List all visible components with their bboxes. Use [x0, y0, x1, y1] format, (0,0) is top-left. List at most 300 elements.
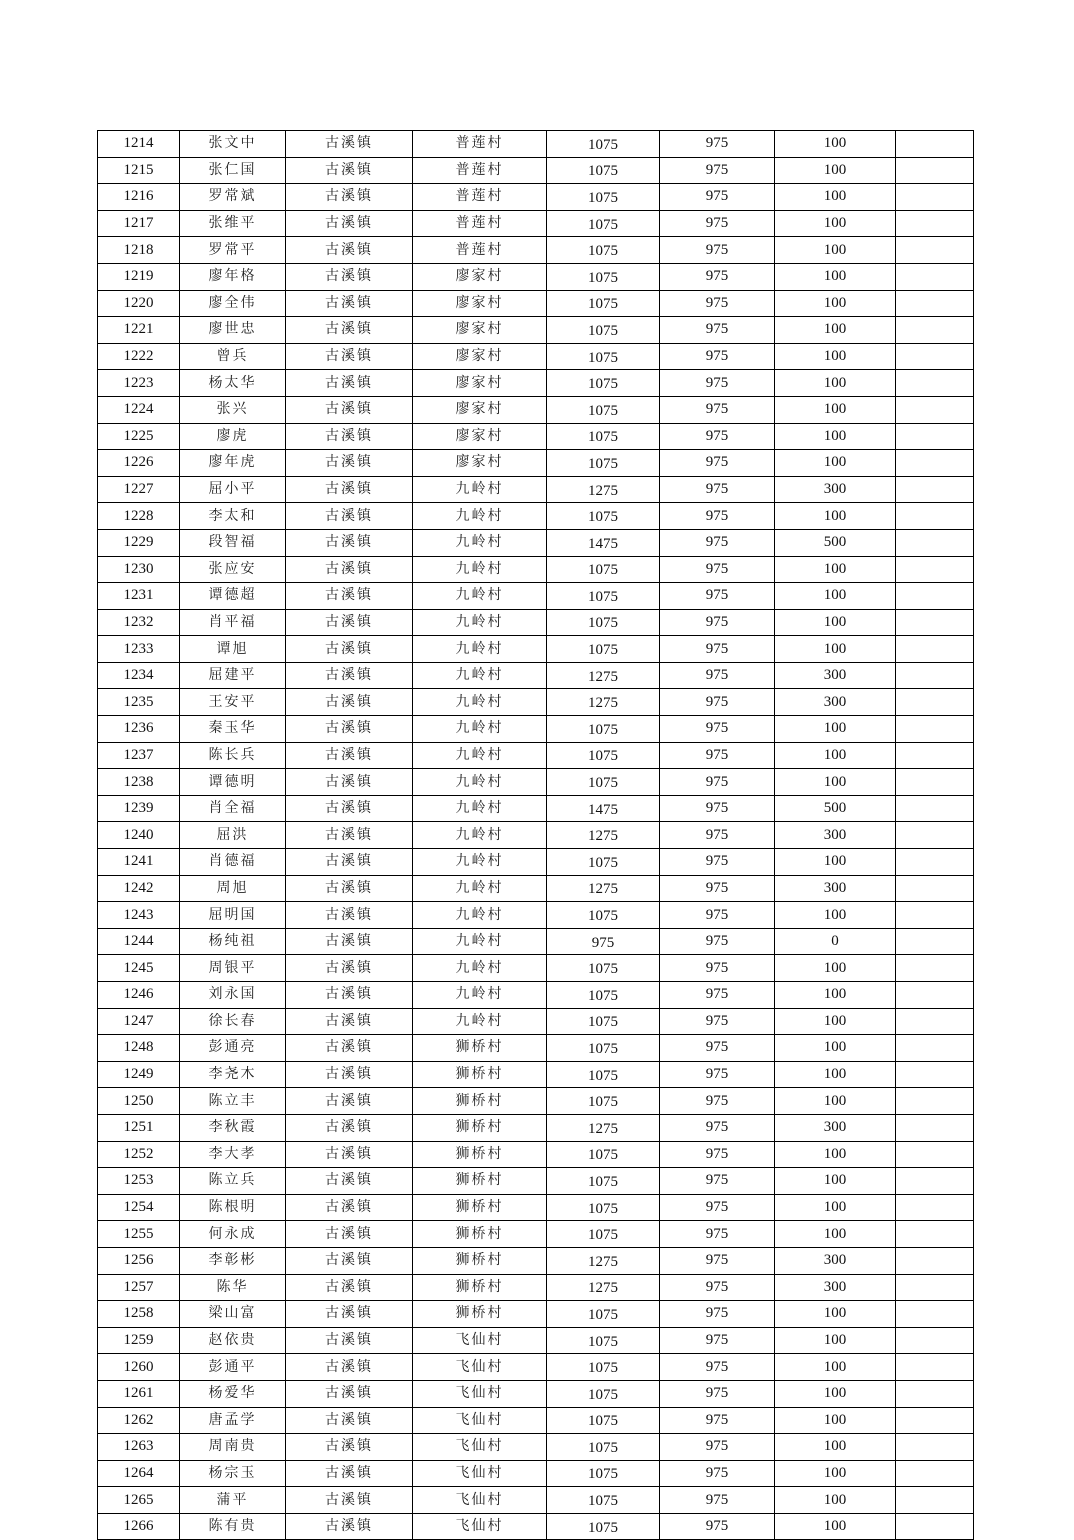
town-cell: 古溪镇: [286, 1354, 413, 1381]
table-row: [98, 662, 974, 689]
extra-amount-cell: 100: [775, 1168, 896, 1195]
town-cell: 古溪镇: [286, 370, 413, 397]
base-amount-cell: 975: [660, 450, 775, 477]
table-row: [98, 1301, 974, 1328]
row-number-cell: 1256: [98, 1247, 180, 1274]
town-cell: 古溪镇: [286, 795, 413, 822]
table-row: [98, 131, 974, 158]
name-cell: 张仁国: [180, 157, 286, 184]
note-cell: [896, 716, 974, 743]
name-cell: 李彰彬: [180, 1247, 286, 1274]
town-cell: 古溪镇: [286, 1247, 413, 1274]
note-cell: [896, 1434, 974, 1461]
row-number-cell: 1248: [98, 1035, 180, 1062]
town-cell: 古溪镇: [286, 210, 413, 237]
name-cell: 肖平福: [180, 609, 286, 636]
base-amount-cell: 975: [660, 1141, 775, 1168]
village-cell: 狮桥村: [413, 1088, 547, 1115]
village-cell: 普莲村: [413, 157, 547, 184]
row-number-cell: 1261: [98, 1380, 180, 1407]
note-cell: [896, 503, 974, 530]
note-cell: [896, 1274, 974, 1301]
town-cell: 古溪镇: [286, 822, 413, 849]
extra-amount-cell: 300: [775, 1114, 896, 1141]
table-row: [98, 1247, 974, 1274]
name-cell: 陈立丰: [180, 1088, 286, 1115]
village-cell: 九岭村: [413, 689, 547, 716]
town-cell: 古溪镇: [286, 1274, 413, 1301]
table-row: [98, 1407, 974, 1434]
name-cell: 周旭: [180, 875, 286, 902]
total-amount-cell: 1075: [547, 343, 660, 370]
note-cell: [896, 636, 974, 663]
note-cell: [896, 450, 974, 477]
name-cell: 赵依贵: [180, 1327, 286, 1354]
table-row: [98, 529, 974, 556]
row-number-cell: 1217: [98, 210, 180, 237]
note-cell: [896, 849, 974, 876]
village-cell: 九岭村: [413, 928, 547, 955]
name-cell: 曾兵: [180, 343, 286, 370]
table-row: [98, 263, 974, 290]
note-cell: [896, 662, 974, 689]
base-amount-cell: 975: [660, 849, 775, 876]
row-number-cell: 1252: [98, 1141, 180, 1168]
table-row: [98, 1487, 974, 1514]
town-cell: 古溪镇: [286, 1168, 413, 1195]
note-cell: [896, 875, 974, 902]
table-row: [98, 370, 974, 397]
document-page: [97, 130, 974, 1540]
extra-amount-cell: 0: [775, 928, 896, 955]
village-cell: 飞仙村: [413, 1513, 547, 1540]
total-amount-cell: 1075: [547, 263, 660, 290]
name-cell: 何永成: [180, 1221, 286, 1248]
name-cell: 张兴: [180, 396, 286, 423]
total-amount-cell: 1075: [547, 1088, 660, 1115]
village-cell: 九岭村: [413, 795, 547, 822]
row-number-cell: 1257: [98, 1274, 180, 1301]
extra-amount-cell: 100: [775, 1407, 896, 1434]
table-row: [98, 396, 974, 423]
name-cell: 屈洪: [180, 822, 286, 849]
town-cell: 古溪镇: [286, 317, 413, 344]
note-cell: [896, 1487, 974, 1514]
row-number-cell: 1243: [98, 902, 180, 929]
note-cell: [896, 423, 974, 450]
name-cell: 秦玉华: [180, 716, 286, 743]
town-cell: 古溪镇: [286, 636, 413, 663]
village-cell: 廖家村: [413, 343, 547, 370]
base-amount-cell: 975: [660, 716, 775, 743]
town-cell: 古溪镇: [286, 662, 413, 689]
village-cell: 狮桥村: [413, 1141, 547, 1168]
village-cell: 狮桥村: [413, 1194, 547, 1221]
table-row: [98, 503, 974, 530]
base-amount-cell: 975: [660, 343, 775, 370]
table-row: [98, 1460, 974, 1487]
name-cell: 徐长春: [180, 1008, 286, 1035]
town-cell: 古溪镇: [286, 503, 413, 530]
total-amount-cell: 1075: [547, 609, 660, 636]
total-amount-cell: 1075: [547, 317, 660, 344]
name-cell: 周南贵: [180, 1434, 286, 1461]
total-amount-cell: 1075: [547, 902, 660, 929]
village-cell: 狮桥村: [413, 1221, 547, 1248]
town-cell: 古溪镇: [286, 184, 413, 211]
total-amount-cell: 1075: [547, 742, 660, 769]
extra-amount-cell: 100: [775, 343, 896, 370]
base-amount-cell: 975: [660, 423, 775, 450]
base-amount-cell: 975: [660, 503, 775, 530]
village-cell: 普莲村: [413, 237, 547, 264]
total-amount-cell: 1075: [547, 370, 660, 397]
total-amount-cell: 1075: [547, 556, 660, 583]
note-cell: [896, 795, 974, 822]
base-amount-cell: 975: [660, 317, 775, 344]
table-row: [98, 982, 974, 1009]
name-cell: 张维平: [180, 210, 286, 237]
total-amount-cell: 1075: [547, 769, 660, 796]
note-cell: [896, 1008, 974, 1035]
name-cell: 李秋霞: [180, 1114, 286, 1141]
town-cell: 古溪镇: [286, 529, 413, 556]
total-amount-cell: 1475: [547, 529, 660, 556]
name-cell: 张应安: [180, 556, 286, 583]
row-number-cell: 1225: [98, 423, 180, 450]
note-cell: [896, 609, 974, 636]
total-amount-cell: 1075: [547, 423, 660, 450]
row-number-cell: 1264: [98, 1460, 180, 1487]
extra-amount-cell: 100: [775, 1460, 896, 1487]
extra-amount-cell: 100: [775, 1513, 896, 1540]
row-number-cell: 1221: [98, 317, 180, 344]
extra-amount-cell: 100: [775, 263, 896, 290]
table-row: [98, 1221, 974, 1248]
total-amount-cell: 1075: [547, 450, 660, 477]
row-number-cell: 1233: [98, 636, 180, 663]
note-cell: [896, 290, 974, 317]
name-cell: 王安平: [180, 689, 286, 716]
base-amount-cell: 975: [660, 290, 775, 317]
table-row: [98, 955, 974, 982]
base-amount-cell: 975: [660, 1460, 775, 1487]
total-amount-cell: 1075: [547, 210, 660, 237]
total-amount-cell: 1075: [547, 237, 660, 264]
total-amount-cell: 1075: [547, 1327, 660, 1354]
table-row: [98, 1114, 974, 1141]
base-amount-cell: 975: [660, 1114, 775, 1141]
town-cell: 古溪镇: [286, 609, 413, 636]
extra-amount-cell: 100: [775, 1194, 896, 1221]
extra-amount-cell: 100: [775, 1327, 896, 1354]
note-cell: [896, 689, 974, 716]
town-cell: 古溪镇: [286, 875, 413, 902]
town-cell: 古溪镇: [286, 1407, 413, 1434]
total-amount-cell: 1275: [547, 1114, 660, 1141]
total-amount-cell: 1075: [547, 1301, 660, 1328]
town-cell: 古溪镇: [286, 716, 413, 743]
total-amount-cell: 1075: [547, 1380, 660, 1407]
name-cell: 蒲平: [180, 1487, 286, 1514]
name-cell: 李太和: [180, 503, 286, 530]
name-cell: 肖全福: [180, 795, 286, 822]
note-cell: [896, 742, 974, 769]
note-cell: [896, 1513, 974, 1540]
row-number-cell: 1216: [98, 184, 180, 211]
row-number-cell: 1249: [98, 1061, 180, 1088]
name-cell: 陈立兵: [180, 1168, 286, 1195]
town-cell: 古溪镇: [286, 982, 413, 1009]
village-cell: 普莲村: [413, 184, 547, 211]
extra-amount-cell: 100: [775, 1008, 896, 1035]
total-amount-cell: 1275: [547, 689, 660, 716]
extra-amount-cell: 100: [775, 423, 896, 450]
town-cell: 古溪镇: [286, 1141, 413, 1168]
note-cell: [896, 1114, 974, 1141]
table-row: [98, 1274, 974, 1301]
extra-amount-cell: 100: [775, 237, 896, 264]
base-amount-cell: 975: [660, 822, 775, 849]
extra-amount-cell: 100: [775, 556, 896, 583]
row-number-cell: 1263: [98, 1434, 180, 1461]
town-cell: 古溪镇: [286, 1114, 413, 1141]
note-cell: [896, 370, 974, 397]
table-row: [98, 928, 974, 955]
total-amount-cell: 1075: [547, 290, 660, 317]
extra-amount-cell: 300: [775, 1274, 896, 1301]
village-cell: 普莲村: [413, 131, 547, 158]
total-amount-cell: 1275: [547, 1247, 660, 1274]
village-cell: 九岭村: [413, 556, 547, 583]
row-number-cell: 1247: [98, 1008, 180, 1035]
village-cell: 九岭村: [413, 875, 547, 902]
base-amount-cell: 975: [660, 1247, 775, 1274]
base-amount-cell: 975: [660, 1327, 775, 1354]
village-cell: 廖家村: [413, 423, 547, 450]
table-row: [98, 1513, 974, 1540]
town-cell: 古溪镇: [286, 1380, 413, 1407]
base-amount-cell: 975: [660, 529, 775, 556]
total-amount-cell: 1275: [547, 662, 660, 689]
base-amount-cell: 975: [660, 1380, 775, 1407]
row-number-cell: 1236: [98, 716, 180, 743]
town-cell: 古溪镇: [286, 769, 413, 796]
base-amount-cell: 975: [660, 1487, 775, 1514]
base-amount-cell: 975: [660, 131, 775, 158]
note-cell: [896, 955, 974, 982]
town-cell: 古溪镇: [286, 849, 413, 876]
base-amount-cell: 975: [660, 636, 775, 663]
table-row: [98, 450, 974, 477]
village-cell: 九岭村: [413, 583, 547, 610]
village-cell: 飞仙村: [413, 1354, 547, 1381]
name-cell: 周银平: [180, 955, 286, 982]
row-number-cell: 1244: [98, 928, 180, 955]
name-cell: 屈小平: [180, 476, 286, 503]
village-cell: 普莲村: [413, 210, 547, 237]
village-cell: 九岭村: [413, 503, 547, 530]
row-number-cell: 1240: [98, 822, 180, 849]
table-row: [98, 290, 974, 317]
extra-amount-cell: 300: [775, 822, 896, 849]
village-cell: 九岭村: [413, 982, 547, 1009]
table-row: [98, 716, 974, 743]
extra-amount-cell: 100: [775, 742, 896, 769]
row-number-cell: 1227: [98, 476, 180, 503]
row-number-cell: 1229: [98, 529, 180, 556]
name-cell: 谭德超: [180, 583, 286, 610]
name-cell: 陈根明: [180, 1194, 286, 1221]
total-amount-cell: 975: [547, 928, 660, 955]
table-row: [98, 875, 974, 902]
name-cell: 廖年格: [180, 263, 286, 290]
note-cell: [896, 928, 974, 955]
base-amount-cell: 975: [660, 875, 775, 902]
extra-amount-cell: 100: [775, 317, 896, 344]
note-cell: [896, 1168, 974, 1195]
table-row: [98, 1035, 974, 1062]
table-row: [98, 609, 974, 636]
row-number-cell: 1226: [98, 450, 180, 477]
village-cell: 九岭村: [413, 476, 547, 503]
row-number-cell: 1258: [98, 1301, 180, 1328]
base-amount-cell: 975: [660, 1513, 775, 1540]
base-amount-cell: 975: [660, 370, 775, 397]
note-cell: [896, 476, 974, 503]
table-row: [98, 636, 974, 663]
table-row: [98, 317, 974, 344]
total-amount-cell: 1075: [547, 1194, 660, 1221]
town-cell: 古溪镇: [286, 1460, 413, 1487]
row-number-cell: 1219: [98, 263, 180, 290]
name-cell: 廖虎: [180, 423, 286, 450]
town-cell: 古溪镇: [286, 343, 413, 370]
table-row: [98, 1088, 974, 1115]
village-cell: 廖家村: [413, 263, 547, 290]
extra-amount-cell: 100: [775, 1088, 896, 1115]
village-cell: 九岭村: [413, 662, 547, 689]
village-cell: 狮桥村: [413, 1274, 547, 1301]
town-cell: 古溪镇: [286, 1088, 413, 1115]
base-amount-cell: 975: [660, 1008, 775, 1035]
note-cell: [896, 210, 974, 237]
village-cell: 狮桥村: [413, 1247, 547, 1274]
note-cell: [896, 1301, 974, 1328]
name-cell: 刘永国: [180, 982, 286, 1009]
town-cell: 古溪镇: [286, 1327, 413, 1354]
note-cell: [896, 1380, 974, 1407]
base-amount-cell: 975: [660, 237, 775, 264]
extra-amount-cell: 100: [775, 769, 896, 796]
note-cell: [896, 396, 974, 423]
extra-amount-cell: 100: [775, 370, 896, 397]
note-cell: [896, 769, 974, 796]
town-cell: 古溪镇: [286, 1221, 413, 1248]
extra-amount-cell: 100: [775, 1035, 896, 1062]
row-number-cell: 1214: [98, 131, 180, 158]
row-number-cell: 1253: [98, 1168, 180, 1195]
extra-amount-cell: 100: [775, 982, 896, 1009]
total-amount-cell: 1075: [547, 849, 660, 876]
town-cell: 古溪镇: [286, 742, 413, 769]
extra-amount-cell: 100: [775, 902, 896, 929]
base-amount-cell: 975: [660, 476, 775, 503]
table-row: [98, 583, 974, 610]
total-amount-cell: 1075: [547, 1460, 660, 1487]
table-row: [98, 742, 974, 769]
note-cell: [896, 583, 974, 610]
village-cell: 九岭村: [413, 955, 547, 982]
base-amount-cell: 975: [660, 982, 775, 1009]
town-cell: 古溪镇: [286, 689, 413, 716]
village-cell: 廖家村: [413, 396, 547, 423]
village-cell: 九岭村: [413, 822, 547, 849]
table-row: [98, 1008, 974, 1035]
table-row: [98, 1061, 974, 1088]
extra-amount-cell: 100: [775, 210, 896, 237]
base-amount-cell: 975: [660, 1434, 775, 1461]
note-cell: [896, 1035, 974, 1062]
total-amount-cell: 1075: [547, 1354, 660, 1381]
total-amount-cell: 1275: [547, 476, 660, 503]
note-cell: [896, 556, 974, 583]
town-cell: 古溪镇: [286, 1035, 413, 1062]
extra-amount-cell: 500: [775, 529, 896, 556]
note-cell: [896, 1194, 974, 1221]
total-amount-cell: 1075: [547, 131, 660, 158]
table-row: [98, 689, 974, 716]
town-cell: 古溪镇: [286, 396, 413, 423]
village-cell: 狮桥村: [413, 1035, 547, 1062]
name-cell: 杨太华: [180, 370, 286, 397]
name-cell: 张文中: [180, 131, 286, 158]
town-cell: 古溪镇: [286, 237, 413, 264]
table-row: [98, 795, 974, 822]
table-row: [98, 1194, 974, 1221]
village-cell: 飞仙村: [413, 1434, 547, 1461]
note-cell: [896, 1088, 974, 1115]
village-cell: 廖家村: [413, 370, 547, 397]
total-amount-cell: 1075: [547, 1008, 660, 1035]
base-amount-cell: 975: [660, 928, 775, 955]
town-cell: 古溪镇: [286, 1513, 413, 1540]
name-cell: 廖年虎: [180, 450, 286, 477]
village-cell: 廖家村: [413, 290, 547, 317]
name-cell: 唐孟学: [180, 1407, 286, 1434]
village-cell: 九岭村: [413, 636, 547, 663]
row-number-cell: 1246: [98, 982, 180, 1009]
base-amount-cell: 975: [660, 662, 775, 689]
name-cell: 彭通平: [180, 1354, 286, 1381]
village-cell: 廖家村: [413, 317, 547, 344]
row-number-cell: 1250: [98, 1088, 180, 1115]
name-cell: 段智福: [180, 529, 286, 556]
name-cell: 杨宗玉: [180, 1460, 286, 1487]
row-number-cell: 1218: [98, 237, 180, 264]
village-cell: 飞仙村: [413, 1380, 547, 1407]
extra-amount-cell: 100: [775, 1354, 896, 1381]
note-cell: [896, 902, 974, 929]
note-cell: [896, 184, 974, 211]
total-amount-cell: 1275: [547, 822, 660, 849]
extra-amount-cell: 500: [775, 795, 896, 822]
table-row: [98, 769, 974, 796]
note-cell: [896, 131, 974, 158]
extra-amount-cell: 100: [775, 609, 896, 636]
base-amount-cell: 975: [660, 1088, 775, 1115]
total-amount-cell: 1075: [547, 1168, 660, 1195]
